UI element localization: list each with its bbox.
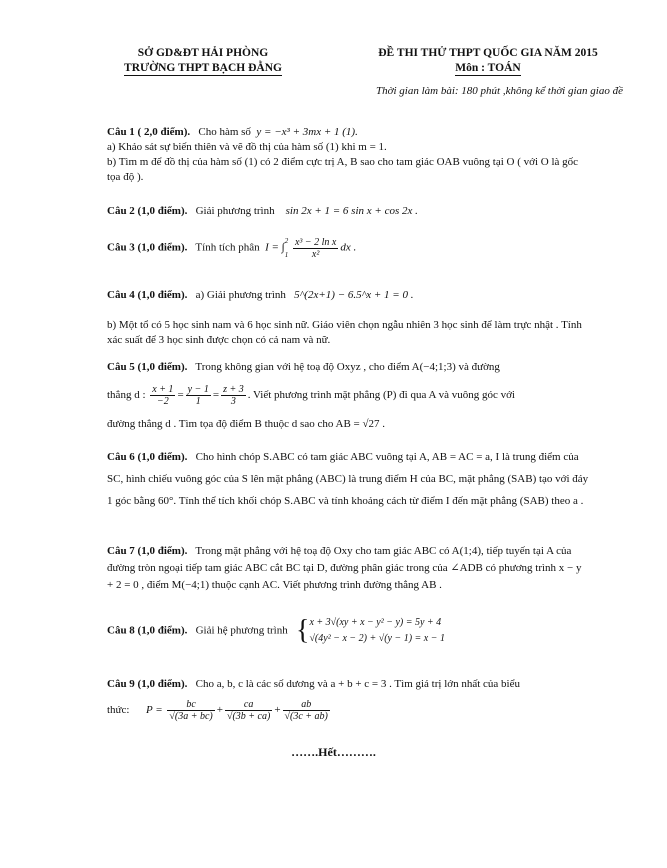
q5-text1: Trong không gian với hệ toạ độ Oxyz , cho điểm A(−4;1;3) và đường (195, 361, 500, 373)
q5-frac-y-num: y − 1 (187, 383, 209, 395)
q2-intro: Giải phương trình (195, 205, 275, 217)
question-3 (107, 234, 589, 262)
q6-text: Cho hình chóp S.ABC có tam giác ABC vuông tại A, AB = AC = a, I là trung điểm của SC, hình chiếu vuông góc của S lên mặt phẳng (ABC) là trung điểm H của BC, mặt phẳng (SAB) tạo với đáy 1 góc bằng 60°. Tính thể tích khối chóp S.ABC và tính khoảng cách từ điểm I đến mặt phẳng (SAB) theo a . (107, 451, 589, 507)
q9-term-1 (167, 699, 214, 722)
header-right (348, 46, 628, 76)
q9-term-2 (225, 699, 272, 722)
end-marker: …….Hết………. (291, 745, 376, 759)
q9-term-1-den: √(3a + bc) (169, 710, 213, 722)
q8-eq1: x + 3√(xy + x − y² − y) = 5y + 4 (309, 617, 442, 628)
q6-label: Câu 6 (1,0 điểm). (107, 451, 188, 463)
question-2 (107, 204, 589, 219)
question-9-expr: thức: P = $\frac{bc}{√(3a + bc)}$ + $\frac{ca}{√(3b + ca)}$ + $\frac{ab}{√(3c + ab)}$ (107, 698, 328, 722)
q3-label: Câu 3 (1,0 điểm). (107, 241, 188, 254)
q8-brace: { (295, 615, 310, 646)
q9-term-1-num: bc (167, 699, 214, 711)
question-6 (107, 446, 589, 512)
q3-limit-bottom: 1 (284, 251, 289, 259)
q9-line2: thức: (107, 704, 130, 716)
q1-intro: Cho hàm số (198, 126, 251, 138)
question-5 (107, 360, 589, 375)
q5-frac-x-num: x + 1 (152, 383, 174, 395)
q1-part-b: b) Tìm m để đồ thị của hàm số (1) có 2 điểm cực trị A, B sao cho tam giác OAB vuông tại O ( với O là gốc tọa độ ). (107, 156, 579, 183)
q8-label: Câu 8 (1,0 điểm). (107, 624, 188, 637)
q7-label: Câu 7 (1,0 điểm). (107, 545, 188, 557)
q9-text: Cho a, b, c là các số dương và a + b + c = 3 . Tìm giá trị lớn nhất của biểu (195, 678, 520, 690)
question-7 (107, 543, 589, 594)
q3-fraction (293, 237, 338, 260)
q9-term-2-num: ca (225, 699, 272, 711)
question-4-b (107, 318, 589, 348)
question-1 (107, 125, 589, 185)
q9-label: Câu 9 (1,0 điểm). (107, 678, 188, 690)
q3-suffix: dx . (340, 241, 357, 254)
q5-frac-y-den: 1 (195, 395, 201, 407)
q9-term-2-den: √(3b + ca) (226, 710, 271, 722)
q8-eq2: √(4y² − x − 2) + √(y − 1) = x − 1 (309, 633, 445, 644)
question-8 (107, 615, 589, 647)
q4-part-a: a) Giải phương trình (195, 289, 286, 301)
duration: Thời gian làm bài: 180 phút ,không kể thời gian giao đề (375, 85, 623, 97)
exam-title: ĐỀ THI THỬ THPT QUỐC GIA NĂM 2015 (378, 47, 598, 59)
q9-term-3-den: √(3c + ab) (284, 710, 328, 722)
q8-system (309, 615, 445, 647)
q3-denominator: x² (311, 248, 320, 260)
question-5-line3 (107, 417, 589, 432)
q3-limit-top: 2 (284, 237, 289, 245)
q1-label: Câu 1 ( 2,0 điểm). (107, 126, 191, 138)
q9-term-3-num: ab (283, 699, 330, 711)
dept-name: SỞ GD&ĐT HẢI PHÒNG (137, 47, 269, 59)
q5-text2: . Viết phương trình mặt phẳng (P) đi qua A và vuông góc với (247, 389, 515, 401)
q5-frac-x (150, 384, 175, 407)
q5-line-prefix: thẳng d : (107, 389, 146, 401)
q4-part-b: b) Một tổ có 5 học sinh nam và 6 học sinh nữ. Giáo viên chọn ngẫu nhiên 3 học sinh để làm trực nhật . Tính xác suất để 3 học sinh được chọn có cả nam và nữ. (107, 319, 582, 346)
question-5-line: thẳng d : $\frac{x + 1}{-2}$ = $\frac{y - 1}{1}$ = $\frac{z + 3}{3}$ . Viết phương trình mặt phẳng (P) đi qua A và vuông góc với (107, 383, 515, 407)
q5-frac-z-den: 3 (230, 395, 236, 407)
question-4 (107, 288, 589, 303)
q7-text: Trong mặt phẳng với hệ toạ độ Oxy cho tam giác ABC có A(1;4), tiếp tuyến tại A của đường tròn ngoại tiếp tam giác ABC cắt BC tại D, đường phân giác trong của ∠ADB có phương trình x − y + 2 = 0 , điểm M(−4;1) thuộc cạnh AC. Viết phương trình đường thẳng AB . (107, 545, 582, 591)
q1-part-a: a) Khảo sát sự biến thiên và vẽ đồ thị của hàm số (1) khi m = 1. (107, 141, 387, 153)
q3-intro: Tính tích phân (195, 241, 260, 254)
q1-formula: y = −x³ + 3mx + 1 (1). (256, 126, 358, 138)
subject: Môn : TOÁN (455, 62, 521, 74)
q9-term-3 (283, 699, 330, 722)
q4-formula: 5^(2x+1) − 6.5^x + 1 = 0 . (294, 289, 414, 301)
q8-intro: Giải hệ phương trình (195, 624, 288, 637)
q2-label: Câu 2 (1,0 điểm). (107, 205, 188, 217)
q9-p: P = (145, 704, 163, 716)
q5-label: Câu 5 (1,0 điểm). (107, 361, 188, 373)
q5-frac-y (186, 384, 211, 407)
header-left (108, 46, 298, 76)
school-name: TRƯỜNG THPT BẠCH ĐẰNG (124, 62, 282, 74)
q3-prefix: I = ∫ (265, 241, 285, 254)
q2-formula: sin 2x + 1 = 6 sin x + cos 2x . (285, 205, 418, 217)
q5-text3: đường thẳng d . Tìm tọa độ điểm B thuộc d sao cho AB = √27 . (107, 418, 386, 430)
q5-frac-z (221, 384, 246, 407)
q3-numerator: x³ − 2 ln x (294, 236, 337, 248)
question-9 (107, 677, 589, 692)
q4-label: Câu 4 (1,0 điểm). (107, 289, 188, 301)
q5-frac-x-den: −2 (156, 395, 169, 407)
q5-frac-z-num: z + 3 (223, 383, 244, 395)
